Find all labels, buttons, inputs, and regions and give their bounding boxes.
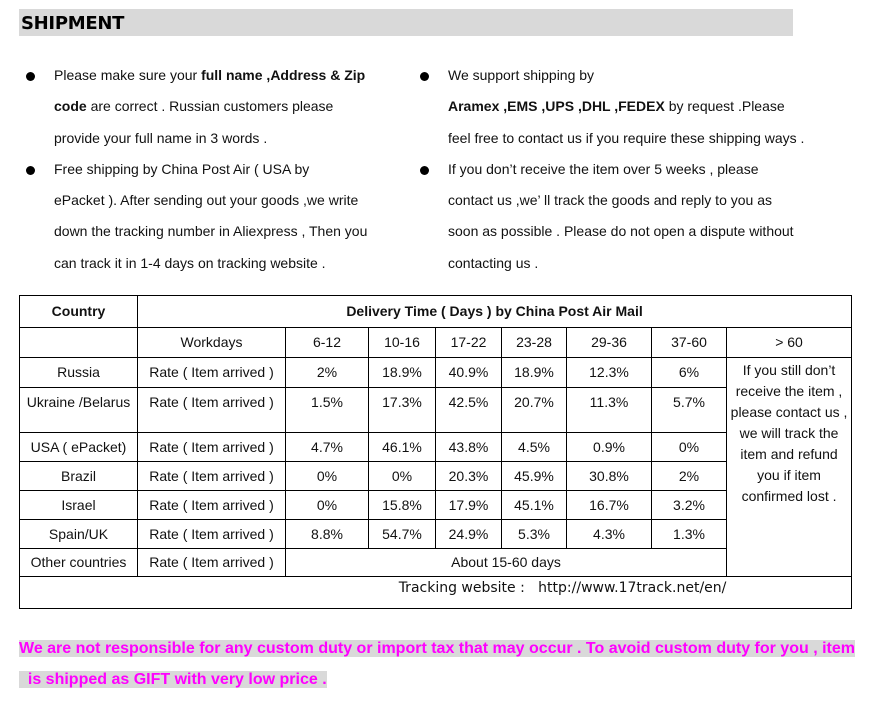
text-segment: Please make sure your [54,67,202,83]
text-segment: can track it in 1-4 days on tracking website . [54,254,326,271]
other-countries-value: About 15-60 days [286,549,727,577]
rate-value-cell: 4.5% [502,433,567,462]
tracking-row [20,577,852,609]
country-cell: Ukraine /Belarus [20,388,138,433]
bullet-text-line [54,216,396,247]
rate-value-cell: 16.7% [567,491,652,520]
text-segment: contact us ,we’ ll track the goods and reply to you as [448,192,772,209]
range-header: 17-22 [436,328,502,358]
text-segment: ePacket ). After sending out your goods ,we write [54,192,359,209]
rate-value-cell: 0% [369,462,436,491]
rate-value-cell: 42.5% [436,388,502,433]
delivery-rate-table [19,295,852,609]
notice-line-1: We are not responsible for any custom duty or import tax that may occur . To avoid custom duty for you , item [19,640,855,657]
rate-value-cell: 1.3% [652,520,727,549]
bullet-text-line [448,91,840,122]
bullet-text-line [448,154,840,185]
bullet-text-line [54,154,396,185]
table-row [20,358,852,388]
text-segment: We support shipping by [448,67,595,83]
rate-value-cell: 43.8% [436,433,502,462]
rate-value-cell: 45.1% [502,491,567,520]
empty-cell [20,328,138,358]
rate-value-cell: 11.3% [567,388,652,433]
bullet-text-line [54,248,396,279]
text-segment: code [54,98,87,115]
bullet-dot-icon [26,72,35,81]
rate-value-cell: 20.7% [502,388,567,433]
bullet-text-line [448,123,840,154]
text-segment: Free shipping by China Post Air ( USA by [54,160,310,177]
rate-value-cell: 3.2% [652,491,727,520]
bullet-text-line [448,248,840,279]
rate-value-cell: 1.5% [286,388,369,433]
text-segment: provide your full name in 3 words . [54,129,268,146]
country-header: Country [20,296,138,328]
bullet-text-line [54,91,396,122]
rate-value-cell: 4.3% [567,520,652,549]
rate-value-cell: 40.9% [436,358,502,388]
rate-value-cell: 17.9% [436,491,502,520]
rate-label-cell: Rate ( Item arrived ) [138,433,286,462]
rate-value-cell: 0.9% [567,433,652,462]
range-header: 29-36 [567,328,652,358]
lost-item-note: If you still don’t receive the item , please contact us , we will track the item and refund you if item confirmed lost . [727,358,852,577]
text-segment: are correct . Russian customers please [86,98,334,115]
rate-value-cell: 0% [286,491,369,520]
rate-value-cell: 45.9% [502,462,567,491]
rate-label-cell: Rate ( Item arrived ) [138,462,286,491]
rate-value-cell: 6% [652,358,727,388]
text-segment: contacting us . [448,254,539,271]
bullet-dot-icon [420,72,429,81]
rate-value-cell: 54.7% [369,520,436,549]
rate-label-cell: Rate ( Item arrived ) [138,549,286,577]
notice-line-2: is shipped as GIFT with very low price . [19,671,327,688]
bullet-text-line [54,123,396,154]
rate-value-cell: 0% [652,433,727,462]
country-cell: Other countries [20,549,138,577]
rate-label-cell: Rate ( Item arrived ) [138,491,286,520]
rate-value-cell: 5.7% [652,388,727,433]
bullet-item [420,154,840,279]
page-title: SHIPMENT [21,13,125,34]
text-segment: down the tracking number in Aliexpress , Then you [54,223,368,240]
rate-value-cell: 12.3% [567,358,652,388]
range-header: 23-28 [502,328,567,358]
rate-value-cell: 8.8% [286,520,369,549]
rate-value-cell: 18.9% [369,358,436,388]
text-segment: by request .Please [664,98,785,115]
rate-value-cell: 2% [652,462,727,491]
rate-label-cell: Rate ( Item arrived ) [138,520,286,549]
country-cell: Russia [20,358,138,388]
country-cell: Spain/UK [20,520,138,549]
text-segment: soon as possible . Please do not open a dispute without [448,223,794,240]
rate-value-cell: 15.8% [369,491,436,520]
bullet-text-line [54,60,396,91]
bullet-dot-icon [420,166,429,175]
rate-label-cell: Rate ( Item arrived ) [138,388,286,433]
text-segment: full name ,Address & Zip [201,67,366,83]
rate-value-cell: 2% [286,358,369,388]
bullet-text-line [54,185,396,216]
bullet-item [26,60,396,154]
tracking-cell [20,577,852,609]
section-header [19,9,793,36]
range-header: > 60 [727,328,852,358]
rate-value-cell: 20.3% [436,462,502,491]
bullet-text-line [448,216,840,247]
country-cell: USA ( ePacket) [20,433,138,462]
rate-label-cell: Rate ( Item arrived ) [138,358,286,388]
rate-value-cell: 17.3% [369,388,436,433]
country-cell: Brazil [20,462,138,491]
rate-value-cell: 4.7% [286,433,369,462]
workdays-label: Workdays [138,328,286,358]
bullet-item [26,154,396,279]
custom-duty-notice [19,633,855,695]
rate-value-cell: 18.9% [502,358,567,388]
bullet-list-right [420,60,840,279]
rate-value-cell: 30.8% [567,462,652,491]
bullet-text-line [448,60,840,91]
rate-value-cell: 0% [286,462,369,491]
rate-value-cell: 46.1% [369,433,436,462]
tracking-website-text: Tracking website : http://www.17track.net/en/ [398,580,727,596]
bullet-text-line [448,185,840,216]
delivery-time-header: Delivery Time ( Days ) by China Post Air Mail [138,296,852,328]
range-header: 10-16 [369,328,436,358]
range-header: 6-12 [286,328,369,358]
text-segment: feel free to contact us if you require these shipping ways . [448,129,805,146]
bullet-list-left [26,60,396,279]
bullet-item [420,60,840,154]
country-cell: Israel [20,491,138,520]
range-header: 37-60 [652,328,727,358]
rate-value-cell: 5.3% [502,520,567,549]
text-segment: Aramex ,EMS ,UPS ,DHL ,FEDEX [448,98,665,115]
rate-value-cell: 24.9% [436,520,502,549]
bullet-dot-icon [26,166,35,175]
text-segment: If you don’t receive the item over 5 weeks , please [448,160,759,177]
